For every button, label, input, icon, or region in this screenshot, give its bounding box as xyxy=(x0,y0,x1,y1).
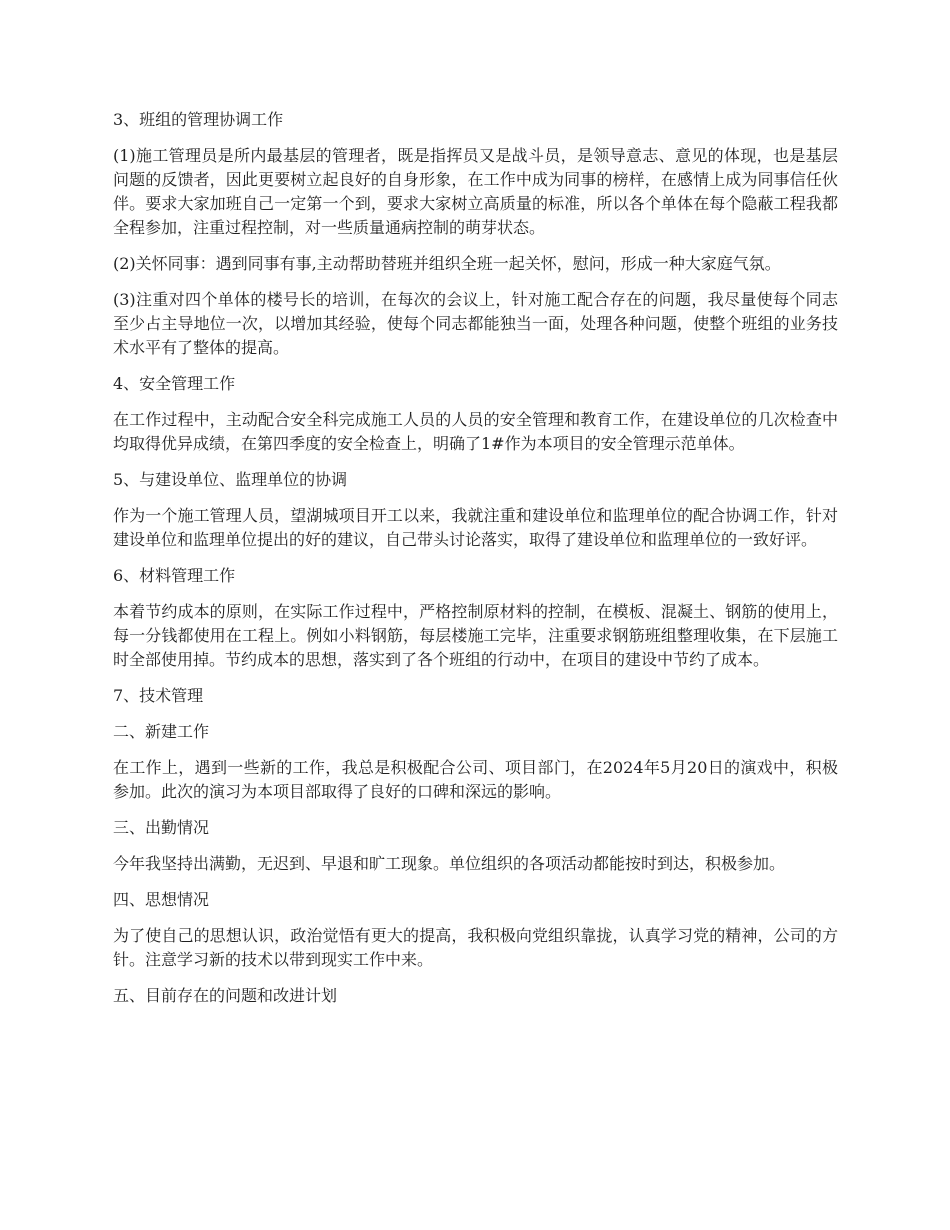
paragraph-safety: 在工作过程中，主动配合安全科完成施工人员的人员的安全管理和教育工作，在建设单位的几次检查中均取得优异成绩，在第四季度的安全检查上，明确了1#作为本项目的安全管理示范单体。 xyxy=(113,410,838,453)
section-heading-attendance: 三、出勤情况 xyxy=(113,818,210,837)
paragraph-materials: 本着节约成本的原则，在实际工作过程中，严格控制原材料的控制，在模板、混凝土、钢筋的使用上，每一分钱都使用在工程上。例如小料钢筋，每层楼施工完毕，注重要求钢筋班组整理收集，在下层施工时全部使用掉。节约成本的思想，落实到了各个班组的行动中，在项目的建设中节约了成本。 xyxy=(113,602,838,669)
paragraph-attendance: 今年我坚持出满勤，无迟到、早退和旷工现象。单位组织的各项活动都能按时到达，积极参加。 xyxy=(113,854,786,873)
paragraph-new-work: 在工作上，遇到一些新的工作，我总是积极配合公司、项目部门，在2024年5月20日的演戏中，积极参加。此次的演习为本项目部取得了良好的口碑和深远的影响。 xyxy=(113,758,838,801)
paragraph-coordination-units: 作为一个施工管理人员，望湖城项目开工以来，我就注重和建设单位和监理单位的配合协调工作，针对建设单位和监理单位提出的好的建议，自己带头讨论落实，取得了建设单位和监理单位的一致好评。 xyxy=(113,506,838,549)
section-heading-problems-plan: 五、目前存在的问题和改进计划 xyxy=(113,986,338,1005)
paragraph-ideology: 为了使自己的思想认识，政治觉悟有更大的提高，我积极向党组织靠拢，认真学习党的精神，公司的方针。注意学习新的技术以带到现实工作中来。 xyxy=(113,926,838,969)
paragraph-team-coordination-2: (2)关怀同事：遇到同事有事,主动帮助替班并组织全班一起关怀，慰问，形成一种大家庭气氛。 xyxy=(113,254,781,273)
section-heading-safety: 4、安全管理工作 xyxy=(113,374,236,393)
section-heading-ideology: 四、思想情况 xyxy=(113,890,210,909)
document-body xyxy=(113,108,838,1020)
section-heading-team-coordination: 3、班组的管理协调工作 xyxy=(113,110,284,129)
section-heading-coordination-units: 5、与建设单位、监理单位的协调 xyxy=(113,470,348,489)
section-heading-materials: 6、材料管理工作 xyxy=(113,566,236,585)
section-heading-technical: 7、技术管理 xyxy=(113,686,204,705)
section-heading-new-work: 二、新建工作 xyxy=(113,722,210,741)
paragraph-team-coordination-1: (1)施工管理员是所内最基层的管理者，既是指挥员又是战斗员，是领导意志、意见的体现，也是基层问题的反馈者，因此更要树立起良好的自身形象，在工作中成为同事的榜样，在感情上成为同事信任伙伴。要求大家加班自己一定第一个到，要求大家树立高质量的标准，所以各个单体在每个隐蔽工程我都全程参加，注重过程控制，对一些质量通病控制的萌芽状态。 xyxy=(113,146,838,237)
paragraph-team-coordination-3: (3)注重对四个单体的楼号长的培训，在每次的会议上，针对施工配合存在的问题，我尽量使每个同志至少占主导地位一次，以增加其经验，使每个同志都能独当一面，处理各种问题，使整个班组的业务技术水平有了整体的提高。 xyxy=(113,290,838,357)
